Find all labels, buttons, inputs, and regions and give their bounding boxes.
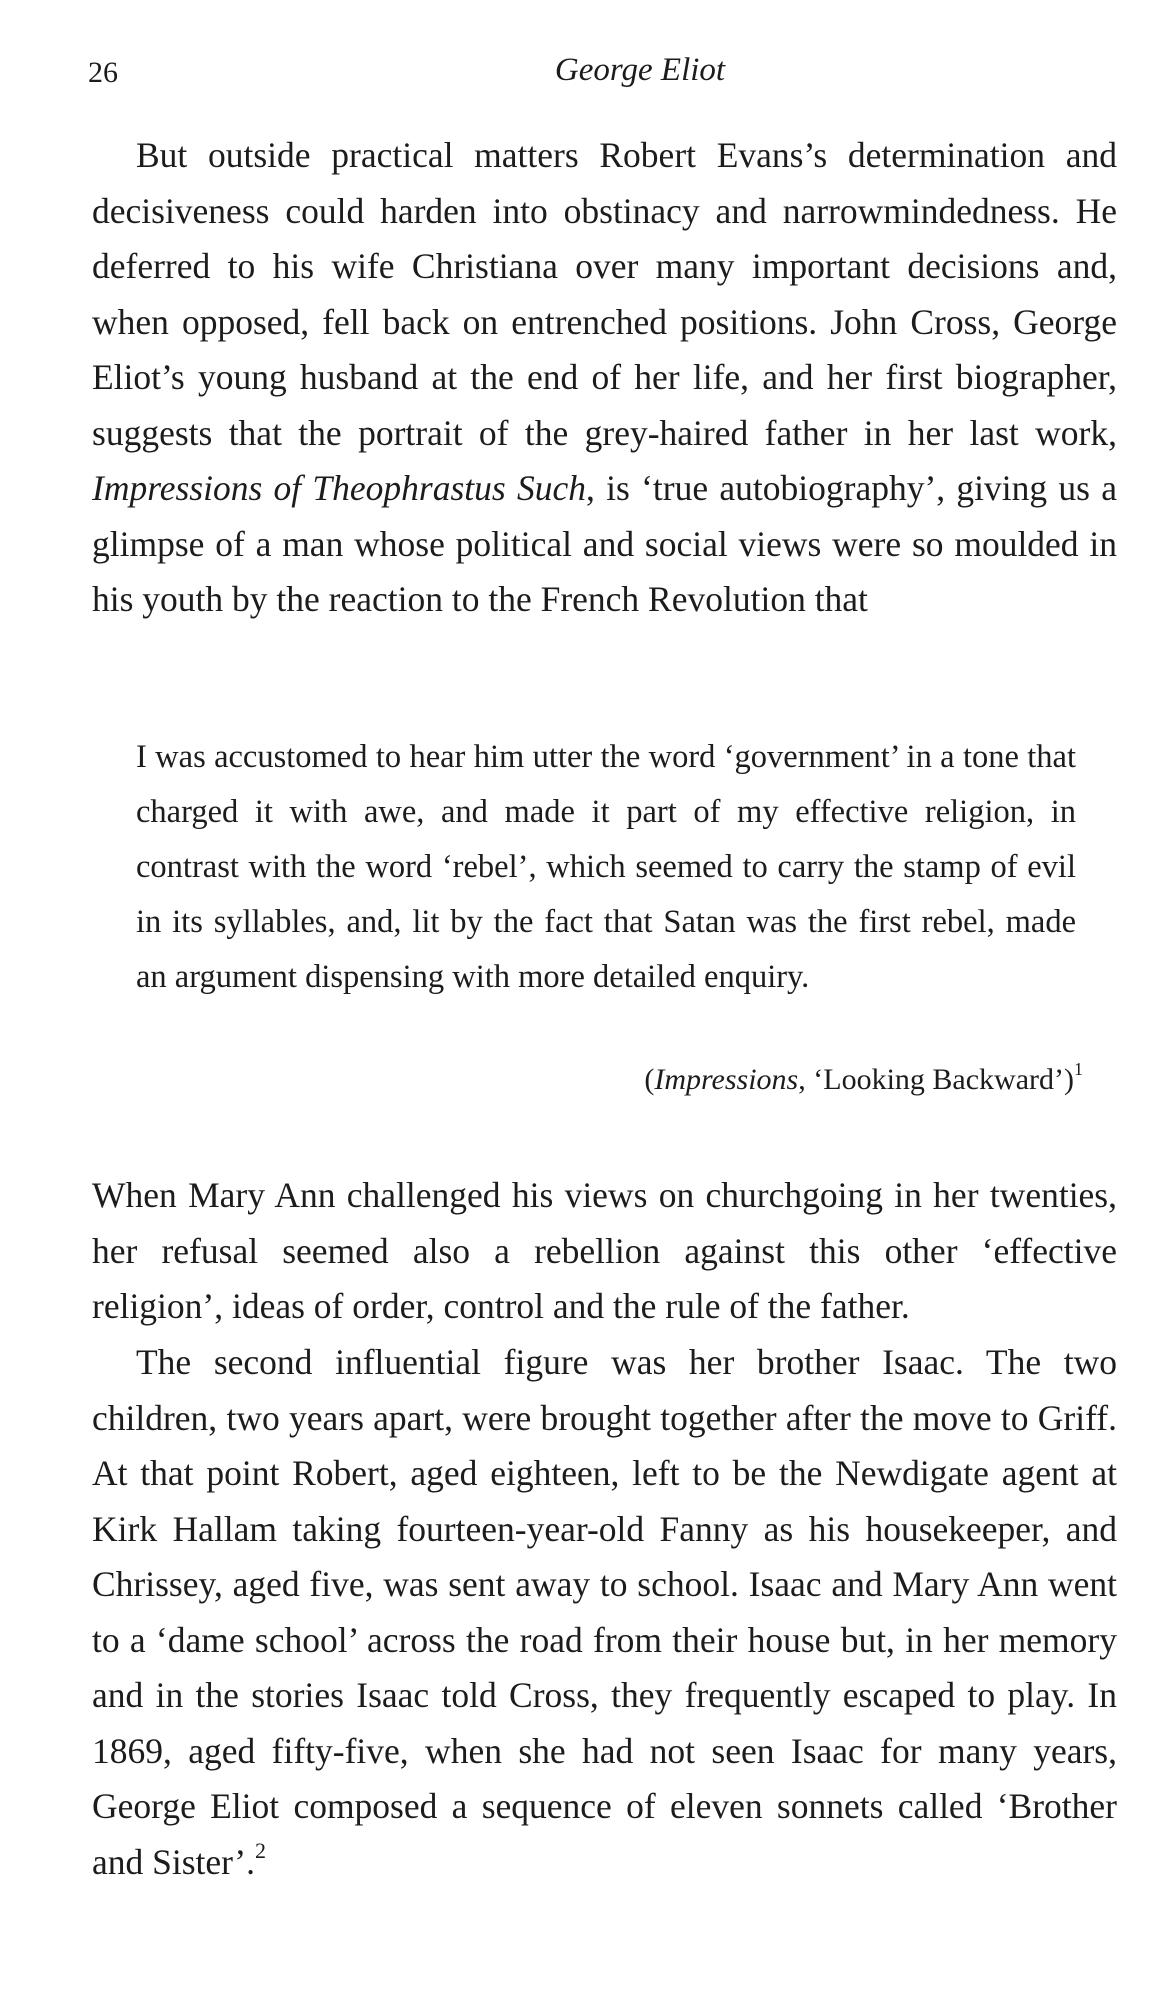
paragraph-1 xyxy=(92,128,1117,628)
paragraph-2 xyxy=(92,1168,1117,1335)
attribution-work: Impressions xyxy=(654,1063,799,1096)
block-quote xyxy=(136,730,1076,1005)
running-title: George Eliot xyxy=(554,52,726,88)
paragraph-1-part-1: But outside practical matters Robert Evans’s determination and decisiveness could harden into obstinacy and narrowmindedness. He deferred to his wife Christiana over many important decisions and, when opposed, fell back on entrenched positions. John Cross, George Eliot’s young husband at the end of her life, and her first biographer, suggests that the portrait of the grey-haired father in her last work, xyxy=(92,135,1117,453)
attribution-open: ( xyxy=(644,1063,655,1096)
attribution-rest: , ‘Looking Backward’) xyxy=(798,1063,1074,1096)
paragraph-3 xyxy=(92,1335,1117,1890)
paragraph-3-text xyxy=(92,1335,1117,1890)
quote-attribution xyxy=(644,1060,1083,1100)
paragraph-1-part-2: , is ‘true autobiography’, giving us a glimpse of a man whose political and social views were so moulded in his youth by the reaction to the French Revolution that xyxy=(92,468,1118,619)
page-number: 26 xyxy=(88,56,118,89)
paragraph-2-text: When Mary Ann challenged his views on churchgoing in her twenties, her refusal seemed also a rebellion against this other ‘effective religion’, ideas of order, control and the rule of the father. xyxy=(92,1175,1117,1326)
running-head xyxy=(88,50,1112,100)
paragraph-3-body: The second influential figure was her brother Isaac. The two children, two years apart, were brought together after the move to Griff. At that point Robert, aged eighteen, left to be the Newdigate agent at Kirk Hallam taking fourteen-year-old Fanny as his housekeeper, and Chrissey, aged five, was sent away to school. Isaac and Mary Ann went to a ‘dame school’ across the road from their house but, in her memory and in the stories Isaac told Cross, they frequently escaped to play. In 1869, aged fifty-five, when she had not seen Isaac for many years, George Eliot composed a sequence of eleven sonnets called ‘Brother and Sister’. xyxy=(92,1342,1117,1882)
note-ref-1: 1 xyxy=(1074,1059,1083,1079)
note-ref-2: 2 xyxy=(255,1837,267,1863)
block-quote-text: I was accustomed to hear him utter the word ‘government’ in a tone that charged it with awe, and made it part of my effective religion, in contrast with the word ‘rebel’, which seemed to carry the stamp of evil in its syllables, and, lit by the fact that Satan was the first rebel, made an argument dispensing with more detailed enquiry. xyxy=(136,739,1076,995)
book-title-theophrastus: Impressions of Theophrastus Such xyxy=(92,468,587,508)
paragraph-1-text xyxy=(92,128,1117,628)
